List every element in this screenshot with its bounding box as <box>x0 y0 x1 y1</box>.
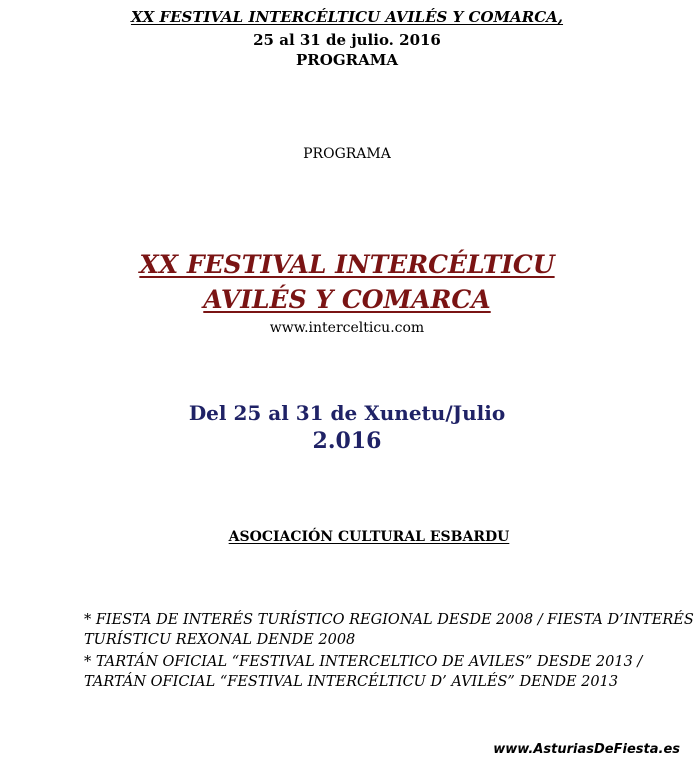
note-regional-interest-line1: * FIESTA DE INTERÉS TURÍSTICO REGIONAL DESDE 2008 / FIESTA D’INTERÉS <box>84 612 694 628</box>
note-regional-interest-line2: TURÍSTICU REXONAL DENDE 2008 <box>84 632 356 648</box>
header-programa: PROGRAMA <box>296 51 398 69</box>
festival-title-line2: AVILÉS Y COMARCA <box>203 285 491 314</box>
festival-title-line1: XX FESTIVAL INTERCÉLTICU <box>139 250 555 279</box>
association-name: ASOCIACIÓN CULTURAL ESBARDU <box>228 529 510 545</box>
website-link[interactable]: www.interceltic​u.com <box>269 320 425 336</box>
header-dates: 25 al 31 de julio. 2016 <box>253 31 441 49</box>
note-official-tartan-line1: * TARTÁN OFICIAL “FESTIVAL INTERCELTICO DE AVILES” DESDE 2013 / <box>84 654 643 670</box>
header-title: XX FESTIVAL INTERCÉLTICU AVILÉS Y COMARCA, <box>130 8 564 26</box>
programa-label: PROGRAMA <box>303 146 391 162</box>
event-dates-year: 2.016 <box>312 428 382 454</box>
note-official-tartan-line2: TARTÁN OFICIAL “FESTIVAL INTERCÉLTICU D’ AVILÉS” DENDE 2013 <box>84 674 619 690</box>
watermark: www.AsturiasDeFiesta.es <box>493 742 680 757</box>
event-dates-line1: Del 25 al 31 de Xunetu/Julio <box>188 401 506 425</box>
